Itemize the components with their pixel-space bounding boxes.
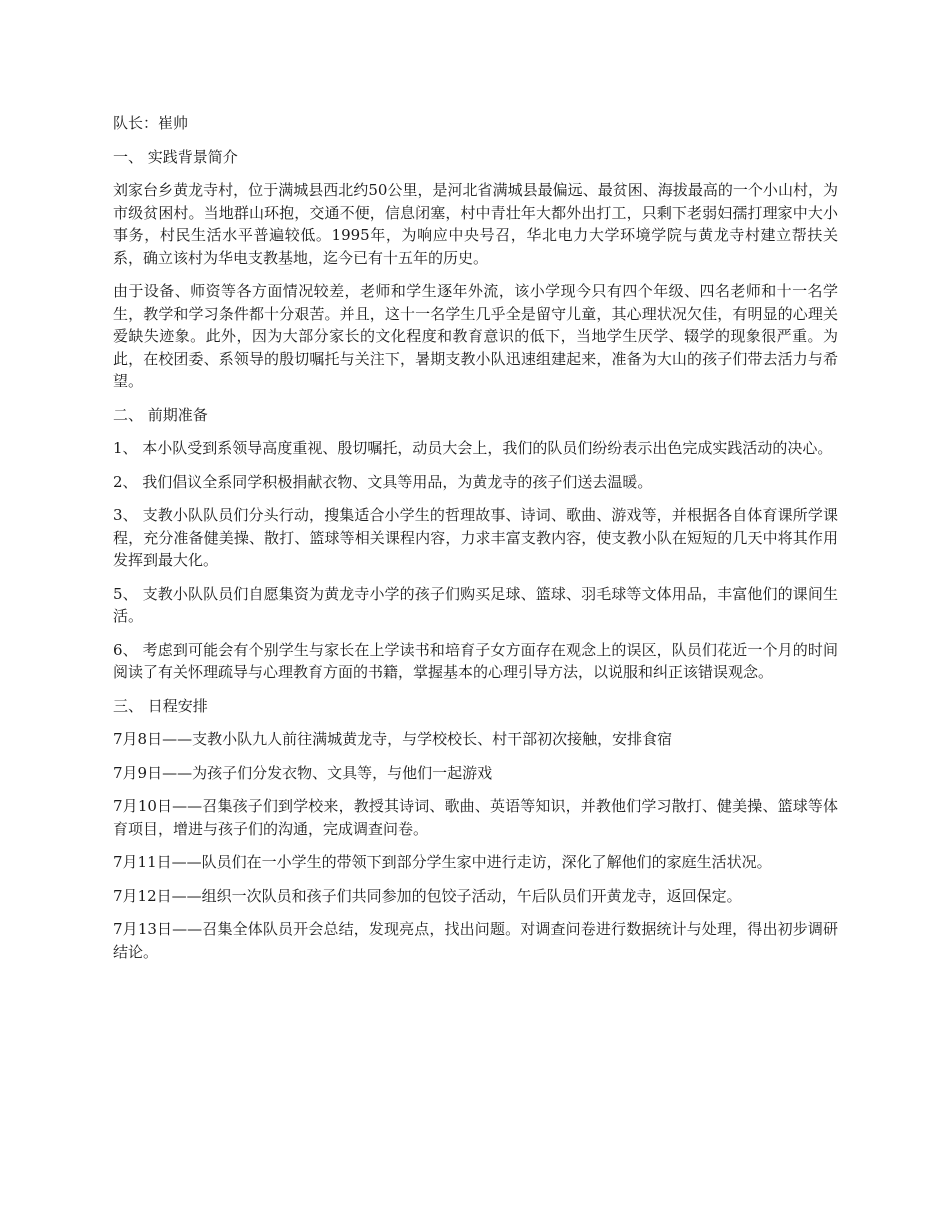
paragraph: 由于设备、师资等各方面情况较差，老师和学生逐年外流，该小学现今只有四个年级、四名老师和十一名学生，教学和学习条件都十分艰苦。并且，这十一名学生几乎全是留守儿童，其心理状况欠佳，有明显的心理关爱缺失迹象。此外，因为大部分家长的文化程度和教育意识的低下，当地学生厌学、辍学的现象很严重。为此，在校团委、系领导的殷切嘱托与关注下，暑期支教小队迅速组建起来，准备为大山的孩子们带去活力与希望。: [113, 282, 838, 390]
list-item: 5、 支教小队队员们自愿集资为黄龙寺小学的孩子们购买足球、篮球、羽毛球等文体用品，丰富他们的课间生活。: [113, 584, 838, 625]
team-leader: 队长：崔帅: [113, 114, 189, 132]
list-item: 6、 考虑到可能会有个别学生与家长在上学读书和培育子女方面存在观念上的误区，队员们花近一个月的时间阅读了有关怀理疏导与心理教育方面的书籍，掌握基本的心理引导方法，以说服和纠正该错误观念。: [113, 640, 838, 681]
schedule-item: 7月12日——组织一次队员和孩子们共同参加的包饺子活动，午后队员们开黄龙寺，返回保定。: [113, 886, 742, 905]
schedule-item: 7月11日——队员们在一小学生的带领下到部分学生家中进行走访，深化了解他们的家庭生活状况。: [113, 853, 772, 871]
document-body: [113, 112, 838, 974]
schedule-item: 7月10日——召集孩子们到学校来，教授其诗词、歌曲、英语等知识，并教他们学习散打、健美操、篮球等体育项目，增进与孩子们的沟通，完成调查问卷。: [113, 797, 838, 838]
schedule-item: 7月8日——支教小队九人前往满城黄龙寺，与学校校长、村干部初次接触，安排食宿: [113, 730, 673, 748]
schedule-item: 7月13日——召集全体队员开会总结，发现亮点，找出问题。对调查问卷进行数据统计与处理，得出初步调研结论。: [113, 920, 838, 961]
list-item: 3、 支教小队队员们分头行动，搜集适合小学生的哲理故事、诗词、歌曲、游戏等，并根据各自体育课所学课程，充分准备健美操、散打、篮球等相关课程内容，力求丰富支教内容，使支教小队在短短的几天中将其作用发挥到最大化。: [113, 506, 838, 569]
section-title-schedule: 三、 日程安排: [113, 696, 208, 715]
list-item: 1、 本小队受到系领导高度重视、殷切嘱托，动员大会上，我们的队员们纷纷表示出色完成实践活动的决心。: [113, 439, 833, 457]
paragraph: 刘家台乡黄龙寺村，位于满城县西北约50公里，是河北省满城县最偏远、最贫困、海拔最高的一个小山村，为市级贫困村。当地群山环抱，交通不便，信息闭塞，村中青壮年大都外出打工，只剩下老弱妇孺打理家中大小事务，村民生活水平普遍较低。1995年，为响应中央号召，华北电力大学环境学院与黄龙寺村建立帮扶关系，确立该村为华电支教基地，迄今已有十五年的历史。: [113, 181, 838, 267]
schedule-item: 7月9日——为孩子们分发衣物、文具等，与他们一起游戏: [113, 763, 493, 782]
list-item: 2、 我们倡议全系同学积极捐献衣物、文具等用品，为黄龙寺的孩子们送去温暖。: [113, 472, 653, 491]
section-title-background: 一、 实践背景简介: [113, 147, 238, 166]
section-title-preparation: 二、 前期准备: [113, 405, 208, 424]
